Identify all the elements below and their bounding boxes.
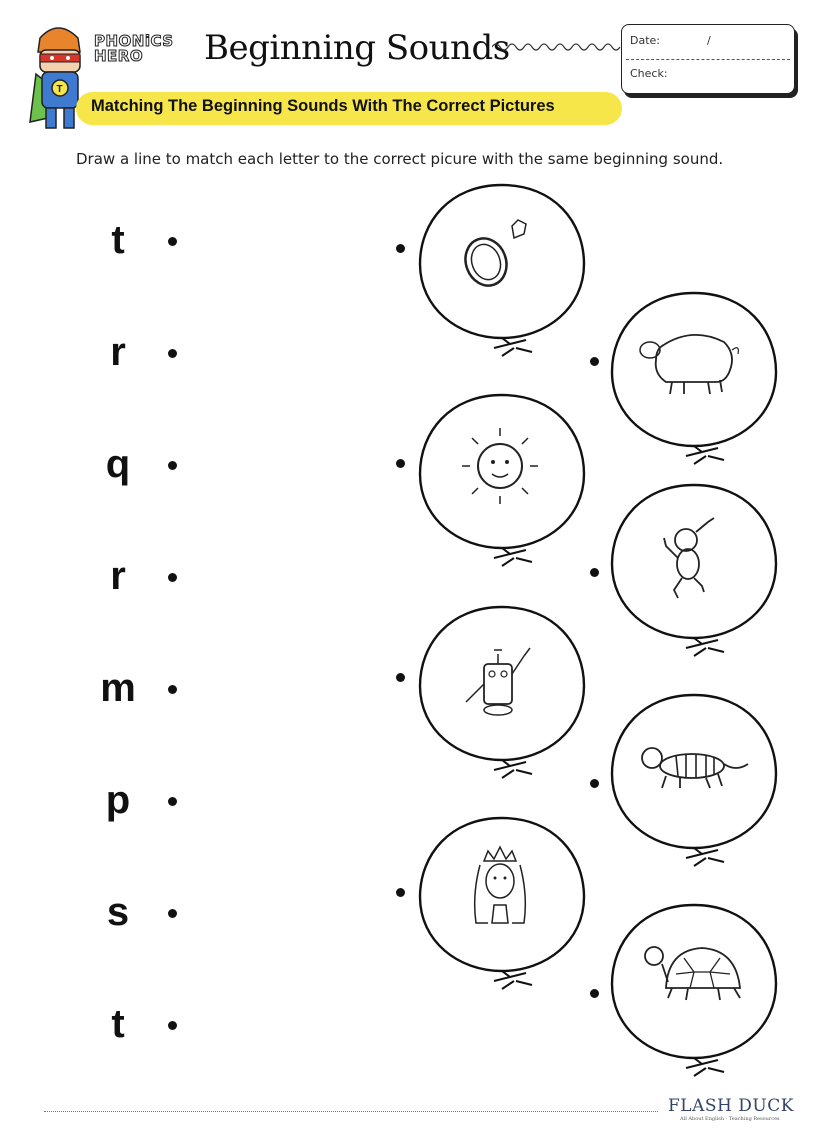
letter-4: r bbox=[110, 554, 126, 598]
balloon-tiger-picture bbox=[606, 692, 782, 870]
check-label: Check: bbox=[630, 67, 668, 80]
phonics-hero-logo bbox=[94, 34, 198, 64]
date-check-box bbox=[621, 24, 795, 94]
brand-line-2: HERO bbox=[94, 47, 144, 65]
letter-dot-6[interactable] bbox=[168, 797, 177, 806]
pig-icon bbox=[640, 335, 738, 394]
flash-duck-logo bbox=[668, 1096, 798, 1128]
subtitle: Matching The Beginning Sounds With The Correct Pictures bbox=[91, 97, 555, 115]
decorative-squiggle bbox=[492, 38, 622, 56]
letter-7: s bbox=[106, 890, 130, 934]
date-separator bbox=[626, 59, 790, 60]
letter-5: m bbox=[100, 666, 136, 710]
letter-dot-2[interactable] bbox=[168, 349, 177, 358]
monkey-icon bbox=[664, 518, 714, 598]
picture-dot-4[interactable] bbox=[590, 568, 599, 577]
sun-icon bbox=[462, 428, 538, 504]
logo-text: FLASH DUCK bbox=[668, 1096, 794, 1116]
balloon-turtle-picture bbox=[606, 902, 782, 1080]
picture-dot-7[interactable] bbox=[396, 888, 405, 897]
robot-icon bbox=[466, 648, 530, 715]
balloon-robot-picture bbox=[414, 604, 590, 782]
instructions: Draw a line to match each letter to the correct picure with the same beginning sound. bbox=[76, 150, 724, 168]
queen-icon bbox=[475, 847, 526, 923]
balloon-pig-picture bbox=[606, 290, 782, 468]
picture-dot-8[interactable] bbox=[590, 989, 599, 998]
turtle-icon bbox=[645, 947, 740, 1000]
picture-dot-5[interactable] bbox=[396, 673, 405, 682]
logo-tagline: All About English · Teaching Resources bbox=[680, 1116, 780, 1122]
letter-2: r bbox=[110, 330, 126, 374]
balloon-monkey-picture bbox=[606, 482, 782, 660]
ring-icon bbox=[459, 220, 526, 291]
letter-6: p bbox=[105, 778, 131, 822]
picture-dot-3[interactable] bbox=[396, 459, 405, 468]
letter-1: t bbox=[111, 218, 125, 262]
letter-3: q bbox=[105, 442, 131, 486]
picture-dot-2[interactable] bbox=[590, 357, 599, 366]
picture-dot-1[interactable] bbox=[396, 244, 405, 253]
tiger-icon bbox=[642, 748, 748, 788]
letter-dot-1[interactable] bbox=[168, 237, 177, 246]
date-label: Date: bbox=[630, 34, 660, 47]
letter-8: t bbox=[111, 1002, 125, 1046]
letter-dot-7[interactable] bbox=[168, 909, 177, 918]
letter-dot-4[interactable] bbox=[168, 573, 177, 582]
svg-text:T: T bbox=[56, 84, 63, 95]
balloon-queen-picture bbox=[414, 815, 590, 993]
letter-dot-3[interactable] bbox=[168, 461, 177, 470]
balloon-ring-picture bbox=[414, 182, 590, 360]
picture-dot-6[interactable] bbox=[590, 779, 599, 788]
balloon-sun-picture bbox=[414, 392, 590, 570]
page-title: Beginning Sounds bbox=[204, 28, 510, 68]
letter-dot-5[interactable] bbox=[168, 685, 177, 694]
letter-dot-8[interactable] bbox=[168, 1021, 177, 1030]
date-slash: / bbox=[707, 34, 711, 47]
footer-dotted-line bbox=[44, 1111, 658, 1112]
brand-line-1: PHONiCS bbox=[94, 32, 174, 50]
